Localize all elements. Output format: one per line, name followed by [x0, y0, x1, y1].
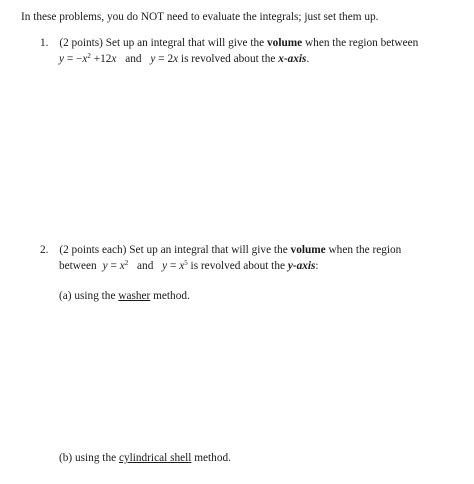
equation2-y: y	[150, 53, 156, 65]
part-a	[59, 289, 190, 303]
problem-1-line-2	[59, 52, 309, 66]
part-b-label: (b) using the	[59, 452, 119, 464]
problem-2-text-b: when the region	[325, 244, 402, 256]
problem-2-text-c: is revolved about the	[187, 260, 288, 272]
equation2-x: x	[173, 53, 179, 65]
period: .	[306, 53, 310, 65]
problem-2-line-1	[40, 243, 401, 257]
part-a-end: method.	[150, 290, 190, 302]
equation-x2: x	[111, 53, 117, 65]
between-word: between	[59, 260, 97, 272]
equation3-exponent: 2	[124, 259, 129, 267]
problem-1-volume: volume	[267, 37, 303, 49]
equation-y: y	[59, 53, 65, 65]
part-b	[59, 451, 231, 465]
equation-exponent: 2	[87, 52, 91, 60]
equation4-exponent: 5	[184, 259, 188, 267]
problem-1-points: (2 points)	[59, 37, 103, 49]
problem-1-text-b: when the region between	[302, 37, 419, 49]
and-word-2: and	[137, 260, 154, 272]
problem-2-line-2	[59, 259, 319, 273]
washer-method: washer	[118, 290, 151, 302]
equation3-y: y	[102, 260, 108, 272]
y-axis-label: y-axis	[287, 260, 316, 272]
part-b-end: method.	[191, 452, 231, 464]
equation-term: +12	[90, 53, 112, 65]
equation2-equals: = 2	[155, 53, 174, 65]
cylindrical-shell-method: cylindrical shell	[118, 452, 192, 464]
problem-1-line-1	[40, 36, 418, 50]
equation-x: x	[82, 53, 88, 65]
and-word: and	[125, 53, 142, 65]
problem-2-volume: volume	[290, 244, 326, 256]
instructions: In these problems, you do NOT need to evaluate the integrals; just set them up.	[21, 11, 379, 23]
part-a-label: (a) using the	[59, 290, 119, 302]
problem-1-text-c: is revolved about the	[178, 53, 279, 65]
equation-equals: = −	[64, 53, 83, 65]
problem-2-points: (2 points each)	[59, 244, 127, 256]
colon: :	[315, 260, 319, 272]
equation3-x: x	[119, 260, 125, 272]
equation3-equals: =	[107, 260, 120, 272]
equation4-y: y	[162, 260, 168, 272]
x-axis-label: x-axis	[278, 53, 307, 65]
problem-2-text: Set up an integral that will give the	[126, 244, 291, 256]
problem-2-number: 2.	[40, 244, 49, 256]
equation4-equals: =	[167, 260, 180, 272]
equation4-x: x	[179, 260, 185, 272]
problem-1-number: 1.	[40, 37, 49, 49]
problem-1-text: Set up an integral that will give the	[102, 37, 268, 49]
